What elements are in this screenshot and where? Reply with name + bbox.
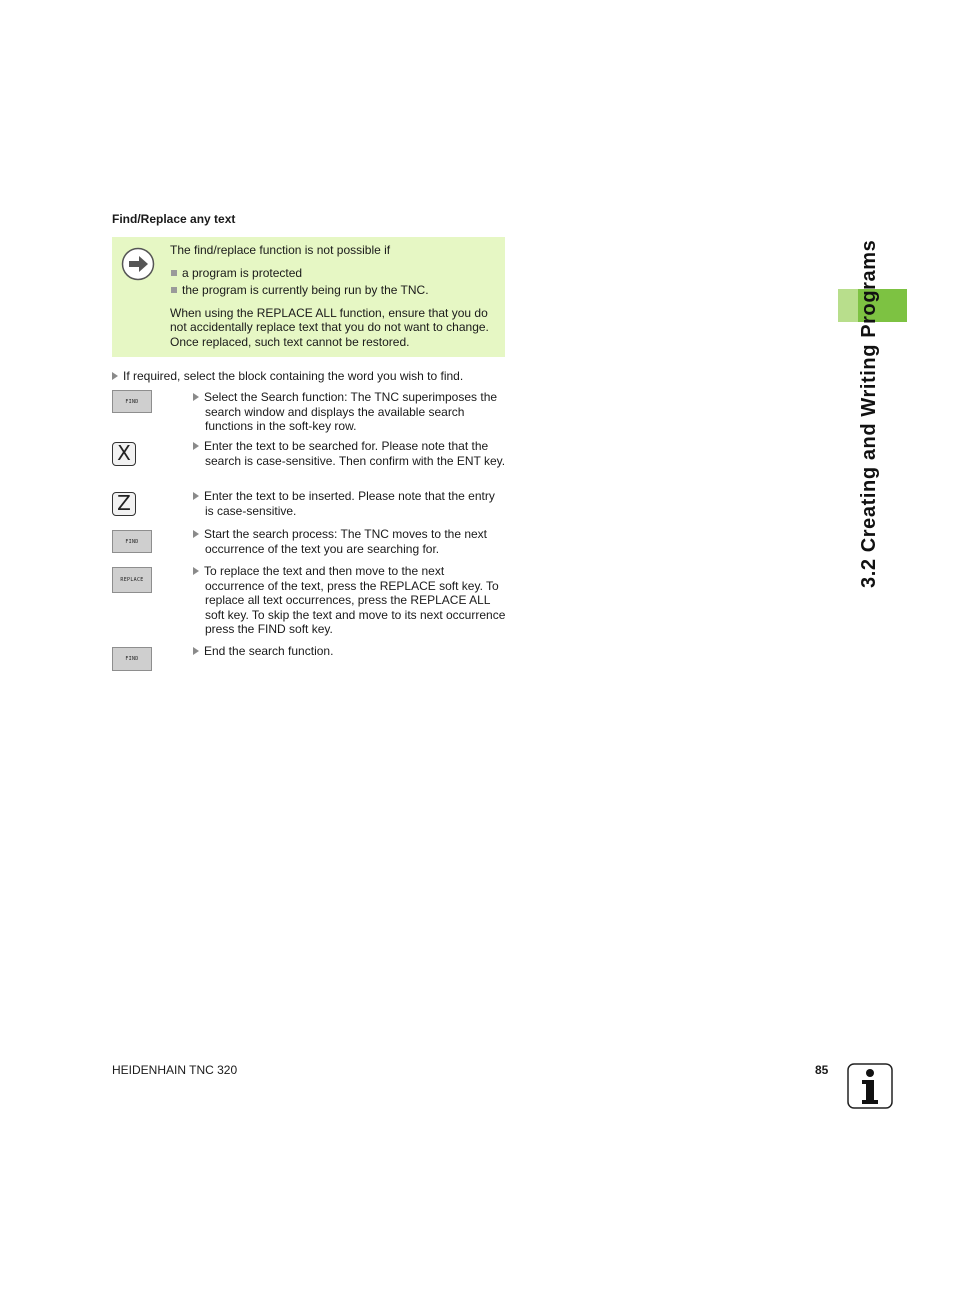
step-text: Enter the text to be searched for. Please note that the search is case-sensitive. Then confirm with the ENT key. xyxy=(204,439,506,468)
x-key[interactable]: X xyxy=(112,442,136,466)
info-icon xyxy=(847,1063,893,1109)
step-arrow-icon xyxy=(193,567,199,575)
note-warning: When using the REPLACE ALL function, ensure that you do not accidentally replace text that you do not want to change. Once replaced, such text cannot be restored. xyxy=(170,305,489,349)
note-box xyxy=(112,237,505,357)
bullet-square-icon xyxy=(171,270,177,276)
find-softkey[interactable]: FIND xyxy=(112,530,152,553)
step-text: Start the search process: The TNC moves to the next occurrence of the text you are searching for. xyxy=(204,527,488,556)
step-arrow-icon xyxy=(193,442,199,450)
note-intro: The find/replace function is not possible if xyxy=(170,243,391,257)
note-bullet: a program is protected xyxy=(170,266,500,281)
chapter-title: 3.2 Creating and Writing Programs xyxy=(858,239,880,588)
step-text: Enter the text to be inserted. Please note that the entry is case-sensitive. xyxy=(204,489,495,518)
step-text: To replace the text and then move to the next occurrence of the text, press the REPLACE soft key. To replace all text occurrences, press the REPLACE ALL soft key. To skip the text and move to its next occurrence press the FIND soft key. xyxy=(204,564,506,636)
bullet-square-icon xyxy=(171,287,177,293)
page-number: 85 xyxy=(815,1063,829,1077)
replace-softkey[interactable]: REPLACE xyxy=(112,567,152,593)
find-softkey[interactable]: FIND xyxy=(112,647,152,671)
footer-product: HEIDENHAIN TNC 320 xyxy=(112,1063,238,1077)
arrow-right-circle-icon xyxy=(121,247,155,281)
step-text: End the search function. xyxy=(204,644,334,658)
step-arrow-icon xyxy=(193,492,199,500)
step-arrow-icon xyxy=(112,372,118,380)
step-arrow-icon xyxy=(193,393,199,401)
step-arrow-icon xyxy=(193,647,199,655)
section-heading: Find/Replace any text xyxy=(112,212,236,226)
intro-step: If required, select the block containing the word you wish to find. xyxy=(112,369,512,384)
chapter-tab-highlight xyxy=(838,289,858,322)
find-softkey[interactable]: FIND xyxy=(112,390,152,413)
step-text: Select the Search function: The TNC superimposes the search window and displays the available search functions in the soft-key row. xyxy=(204,390,498,433)
step-arrow-icon xyxy=(193,530,199,538)
z-key[interactable]: Z xyxy=(112,492,136,516)
note-bullet: the program is currently being run by the TNC. xyxy=(170,283,500,298)
